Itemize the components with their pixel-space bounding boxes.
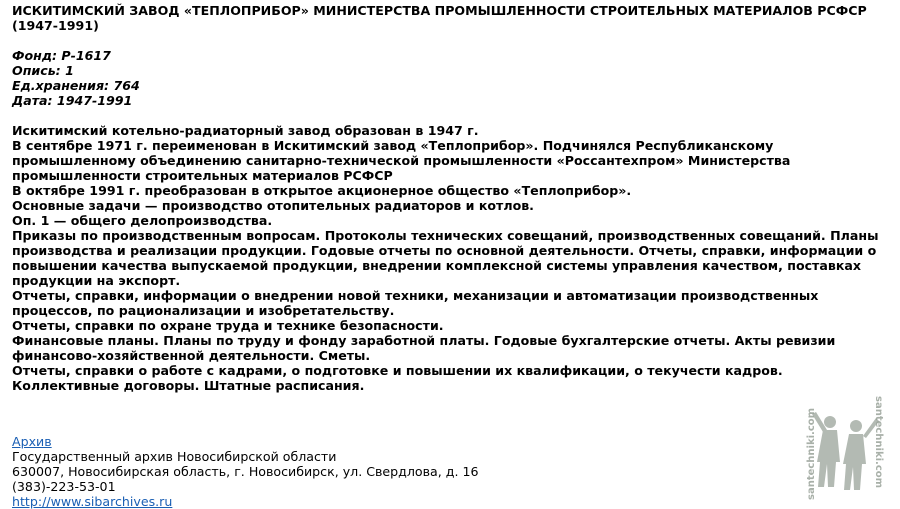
description-paragraph: Приказы по производственным вопросам. Протоколы технических совещаний, производственных совещаний. Планы производства и реализации продукции. Годовые отчеты по основной деятельности. Отчеты, справки, информации о повышении качества выпускаемой продукции, внедрении комплексной системы управления качеством, поставках продукции на экспорт. (12, 228, 879, 288)
fund-metadata (12, 48, 882, 108)
worker-figures-logo-icon (790, 392, 900, 504)
archive-address: 630007, Новосибирская область, г. Новосибирск, ул. Свердлова, д. 16 (12, 464, 479, 479)
page-title: ИСКИТИМСКИЙ ЗАВОД «ТЕПЛОПРИБОР» МИНИСТЕРСТВА ПРОМЫШЛЕННОСТИ СТРОИТЕЛЬНЫХ МАТЕРИАЛОВ РСФСР (1947-1991) (12, 3, 867, 33)
description-paragraph: Оп. 1 — общего делопроизводства. (12, 213, 273, 228)
archive-contact-footer (12, 434, 712, 509)
opis-number: Опись: 1 (12, 63, 74, 78)
fund-description (12, 123, 882, 393)
description-paragraph: Отчеты, справки по охране труда и технике безопасности. (12, 318, 444, 333)
watermark-text-left: santechniki.com (806, 407, 817, 500)
archive-fund-record (12, 0, 882, 393)
archive-phone: (383)-223-53-01 (12, 479, 116, 494)
description-paragraph: В сентябре 1971 г. переименован в Искитимский завод «Теплоприбор». Подчинялся Республиканскому промышленному объединению санитарно-технической промышленности «Россантехпром» Министерства промышленности строительных материалов РСФСР (12, 138, 791, 183)
archive-name: Государственный архив Новосибирской области (12, 449, 337, 464)
description-paragraph: Финансовые планы. Планы по труду и фонду заработной платы. Годовые бухгалтерские отчеты. Акты ревизии финансово-хозяйственной деятельности. Сметы. (12, 333, 836, 363)
description-paragraph: Основные задачи — производство отопительных радиаторов и котлов. (12, 198, 534, 213)
description-paragraph: Отчеты, справки о работе с кадрами, о подготовке и повышении их квалификации, о текучести кадров. Коллективные договоры. Штатные расписания. (12, 363, 783, 393)
fond-number: Фонд: Р-1617 (12, 48, 111, 63)
description-paragraph: В октябре 1991 г. преобразован в открытое акционерное общество «Теплоприбор». (12, 183, 632, 198)
date-range: Дата: 1947-1991 (12, 93, 133, 108)
watermark-text-right: santechniki.com (873, 396, 884, 489)
watermark (790, 392, 900, 504)
description-paragraph: Отчеты, справки, информации о внедрении новой техники, механизации и автоматизации производственных процессов, по рационализации и изобретательству. (12, 288, 819, 318)
archive-link[interactable]: Архив (12, 434, 52, 449)
archive-website-link[interactable]: http://www.sibarchives.ru (12, 494, 173, 509)
storage-units: Ед.хранения: 764 (12, 78, 140, 93)
description-paragraph: Искитимский котельно-радиаторный завод образован в 1947 г. (12, 123, 479, 138)
